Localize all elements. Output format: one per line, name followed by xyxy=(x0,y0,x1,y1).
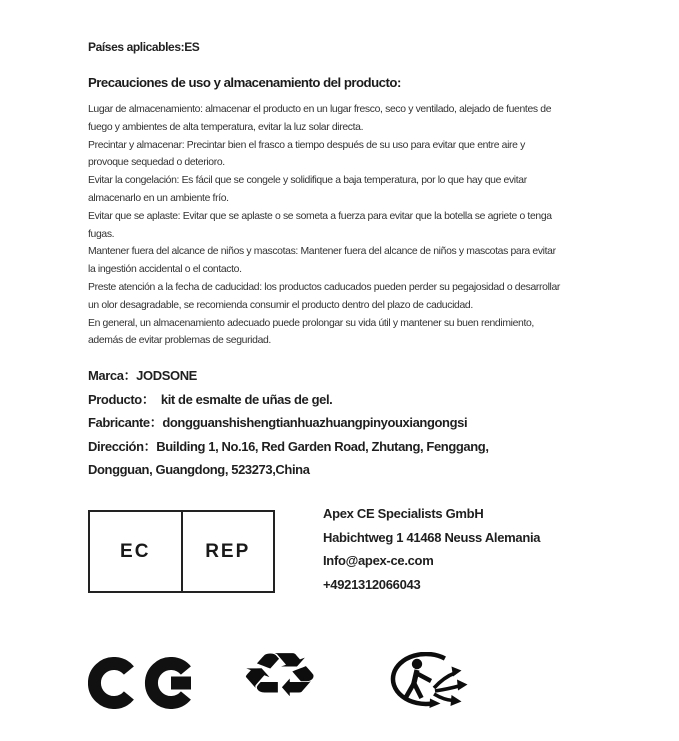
manufacturer-line: Fabricante：dongguanshishengtianhuazhuangpinyouxiangongsi xyxy=(88,415,468,431)
precautions-heading: Precauciones de uso y almacenamiento del producto: xyxy=(88,75,401,90)
product-info-block xyxy=(88,364,489,482)
precautions-line: además de evitar problemas de seguridad. xyxy=(88,335,271,347)
product-line: Producto： kit de esmalte de uñas de gel. xyxy=(88,391,333,407)
ec-rep-symbol xyxy=(88,510,275,593)
ce-mark-icon xyxy=(88,657,206,709)
precautions-line: Precintar y almacenar: Precintar bien el frasco a tiempo después de su uso para evitar que entre aire y xyxy=(88,139,525,151)
rep-email-line: Info@apex-ce.com xyxy=(323,553,434,569)
precautions-body xyxy=(88,101,560,350)
precautions-line: Evitar que se aplaste: Evitar que se aplaste o se someta a fuerza para evitar que la botella se agriete o tenga xyxy=(88,210,552,222)
precautions-line: Lugar de almacenamiento: almacenar el producto en un lugar fresco, seco y ventilado, alejado de fuentes de xyxy=(88,104,552,115)
applicable-countries-text: Países aplicables:ES xyxy=(88,40,200,54)
recycling-mobius-icon: ♻ xyxy=(238,639,322,711)
manufacturer-address-line-1: Dirección：Building 1, No.16, Red Garden Road, Zhutang, Fenggang, xyxy=(88,438,489,454)
brand-line: Marca：JODSONE xyxy=(88,368,197,383)
rep-cell: REP xyxy=(205,540,251,562)
precautions-line: almacenarlo en un ambiente frío. xyxy=(88,192,229,204)
triman-recycling-icon xyxy=(390,652,487,708)
precautions-line: un olor desagradable, se recomienda consumir el producto dentro del plazo de caducidad. xyxy=(88,299,473,311)
eu-representative-address xyxy=(323,502,540,596)
precautions-line: fuego y ambientes de alta temperatura, evitar la luz solar directa. xyxy=(88,121,364,133)
manufacturer-address-line-2: Dongguan, Guangdong, 523273,China xyxy=(88,462,310,478)
rep-street-line: Habichtweg 1 41468 Neuss Alemania xyxy=(323,529,541,545)
rep-name-line: Apex CE Specialists GmbH xyxy=(323,506,484,521)
precautions-line: En general, un almacenamiento adecuado puede prolongar su vida útil y mantener su buen rendimiento, xyxy=(88,317,534,329)
precautions-line: la ingestión accidental o el contacto. xyxy=(88,264,242,276)
precautions-line: Mantener fuera del alcance de niños y mascotas: Mantener fuera del alcance de niños y mascotas para evitar xyxy=(88,246,556,258)
ec-cell: EC xyxy=(90,512,183,591)
precautions-line: Preste atención a la fecha de caducidad: los productos caducados pueden perder su pegajosidad o desarrollar xyxy=(88,281,561,293)
precautions-line: provoque sequedad o deterioro. xyxy=(88,157,225,169)
rep-phone-line: +4921312066043 xyxy=(323,576,421,592)
precautions-line: Evitar la congelación: Es fácil que se congele y solidifique a baja temperatura, por lo que hay que evitar xyxy=(88,175,527,187)
precautions-line: fugas. xyxy=(88,228,115,240)
